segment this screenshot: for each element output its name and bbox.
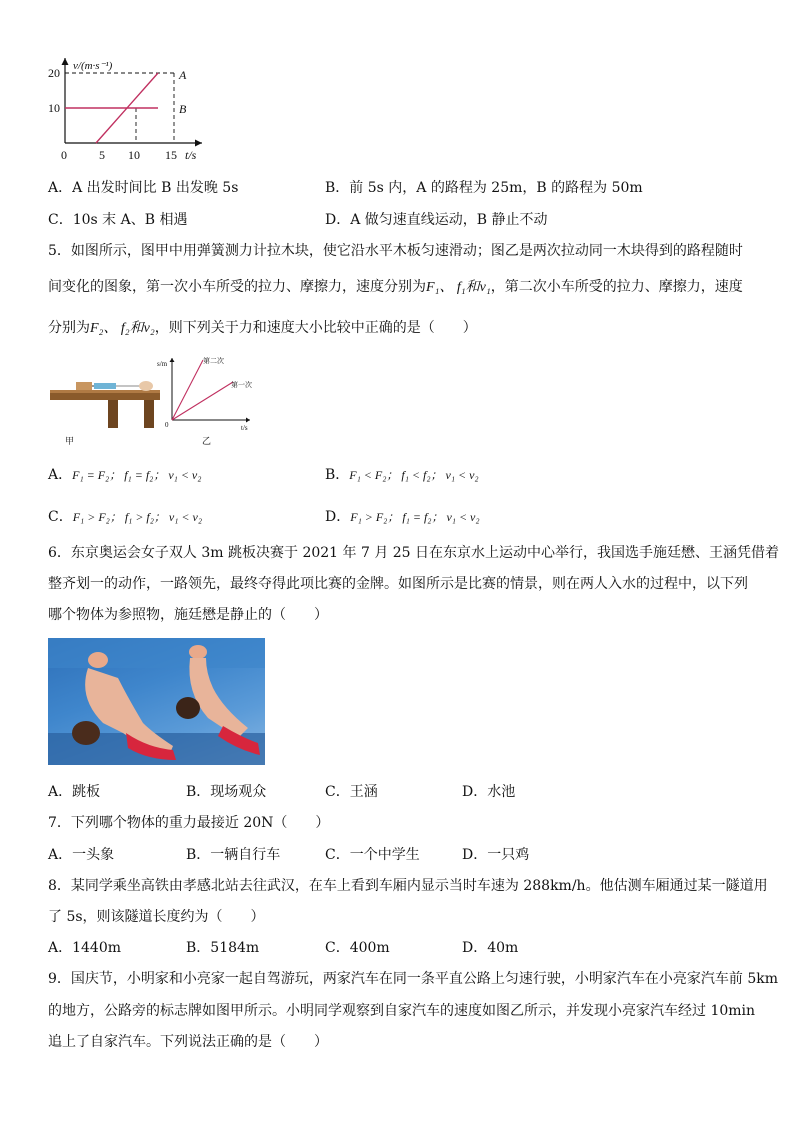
q7-option-c: C．一个中学生 <box>325 847 420 863</box>
q5-stem-line2 <box>48 277 743 298</box>
q5-option-d <box>325 507 480 527</box>
q5-option-d-expr: F₁ > F₂； f₁ = f₂； v₁ < v₂ <box>350 510 480 524</box>
q5-stem-line1: 5．如图所示，图甲中用弹簧测力计拉木块，使它沿水平木板匀速滑动；图乙是两次拉动同一木块得到的路程随时 <box>48 243 743 259</box>
q9-stem-line3: 追上了自家汽车。下列说法正确的是（ ） <box>48 1034 328 1050</box>
series-first-line <box>172 382 233 420</box>
x-tick-0: 0 <box>61 148 67 162</box>
series-a-label: A <box>179 68 187 82</box>
figure-jia-label: 甲 <box>65 437 75 447</box>
q8-option-d: D．40m <box>462 940 519 956</box>
q7-stem: 7．下列哪个物体的重力最接近 20N（ ） <box>48 815 330 831</box>
series-second-line <box>172 360 203 420</box>
graph-x-label: t/s <box>241 424 248 432</box>
q6-option-b: B．现场观众 <box>186 784 267 800</box>
x-tick-5: 5 <box>99 148 105 162</box>
q5-option-c-expr: F₁ > F₂； f₁ > f₂； v₁ < v₂ <box>72 510 203 524</box>
q6-stem-line3: 哪个物体为参照物，施廷懋是静止的（ ） <box>48 607 328 623</box>
q5-stem-line3 <box>48 318 477 339</box>
velocity-time-graph <box>40 52 220 167</box>
q5-option-a-expr: F₁ = F₂； f₁ = f₂； v₁ < v₂ <box>72 468 202 482</box>
figure-yi-label: 乙 <box>202 437 212 447</box>
q5-option-a-letter: A． <box>48 467 73 483</box>
q7-option-a: A．一头象 <box>48 847 115 863</box>
q7-option-b: B．一辆自行车 <box>186 847 281 863</box>
q5-option-c <box>48 507 202 527</box>
q4-option-a: A．A 出发时间比 B 出发晚 5s <box>48 180 239 196</box>
diving-photo <box>48 638 265 765</box>
q8-option-a: A．1440m <box>48 940 122 956</box>
q8-option-c: C．400m <box>325 940 390 956</box>
q9-stem-line1: 9．国庆节，小明家和小亮家一起自驾游玩，两家汽车在同一条平直公路上匀速行驶，小明家汽车在小亮家汽车前 5km <box>48 971 779 987</box>
q4-option-b: B．前 5s 内，A 的路程为 25m，B 的路程为 50m <box>325 180 643 196</box>
q5-option-b-expr: F₁ < F₂； f₁ < f₂； v₁ < v₂ <box>349 468 479 482</box>
q4-option-d: D．A 做匀速直线运动，B 静止不动 <box>325 212 548 228</box>
q6-option-a: A．跳板 <box>48 784 101 800</box>
q8-stem-line2: 了 5s，则该隧道长度约为（ ） <box>48 909 265 925</box>
figure-jia-table <box>48 376 168 432</box>
q5-stem-line3-rest: ，则下列关于力和速度大小比较中正确的是（ ） <box>154 320 477 336</box>
q6-option-d: D．水池 <box>462 784 516 800</box>
series-b-label: B <box>179 102 187 116</box>
y-axis-label: v/(m·s⁻¹) <box>73 60 113 72</box>
series-second-label: 第二次 <box>203 357 224 365</box>
q9-stem-line2: 的地方，公路旁的标志牌如图甲所示。小明同学观察到自家汽车的速度如图乙所示，并发现小亮家汽车经过 10min <box>48 1003 756 1019</box>
y-tick-20: 20 <box>48 66 60 80</box>
q6-stem-line2: 整齐划一的动作，一路领先，最终夺得此项比赛的金牌。如图所示是比赛的情景，则在两人入水的过程中，以下列 <box>48 576 748 592</box>
q5-stem-line3-text: 分别为 <box>48 320 90 336</box>
q6-option-c: C．王涵 <box>325 784 378 800</box>
q4-option-c: C．10s 末 A、B 相遇 <box>48 212 188 228</box>
q7-option-d: D．一只鸡 <box>462 847 530 863</box>
q5-symbols-1: F₁、 f₁和v₁ <box>426 280 491 295</box>
x-axis-label: t/s <box>185 148 197 162</box>
x-tick-10: 10 <box>128 148 140 162</box>
graph-origin: 0 <box>165 421 169 429</box>
q5-option-a <box>48 465 201 485</box>
y-tick-10: 10 <box>48 101 60 115</box>
figure-yi-graph <box>155 354 255 436</box>
q5-option-b-letter: B． <box>325 467 350 483</box>
x-tick-15: 15 <box>165 148 177 162</box>
q8-stem-line1: 8．某同学乘坐高铁由孝感北站去往武汉，在车上看到车厢内显示当时车速为 288km/h。他估测车厢通过某一隧道用 <box>48 878 768 894</box>
q5-stem-line2-rest: ，第二次小车所受的拉力、摩擦力，速度 <box>490 279 743 295</box>
q8-option-b: B．5184m <box>186 940 260 956</box>
q6-stem-line1: 6．东京奥运会女子双人 3m 跳板决赛于 2021 年 7 月 25 日在东京水上运动中心举行，我国选手施廷懋、王涵凭借着 <box>48 545 780 561</box>
q5-option-b <box>325 465 479 485</box>
graph-y-label: s/m <box>157 360 168 368</box>
series-first-label: 第一次 <box>231 381 252 389</box>
q5-stem-line2-text: 间变化的图象，第一次小车所受的拉力、摩擦力，速度分别为 <box>48 279 426 295</box>
q5-option-c-letter: C． <box>48 509 73 525</box>
q5-symbols-2: F₂、 f₂和v₂ <box>90 321 155 336</box>
q5-option-d-letter: D． <box>325 509 351 525</box>
